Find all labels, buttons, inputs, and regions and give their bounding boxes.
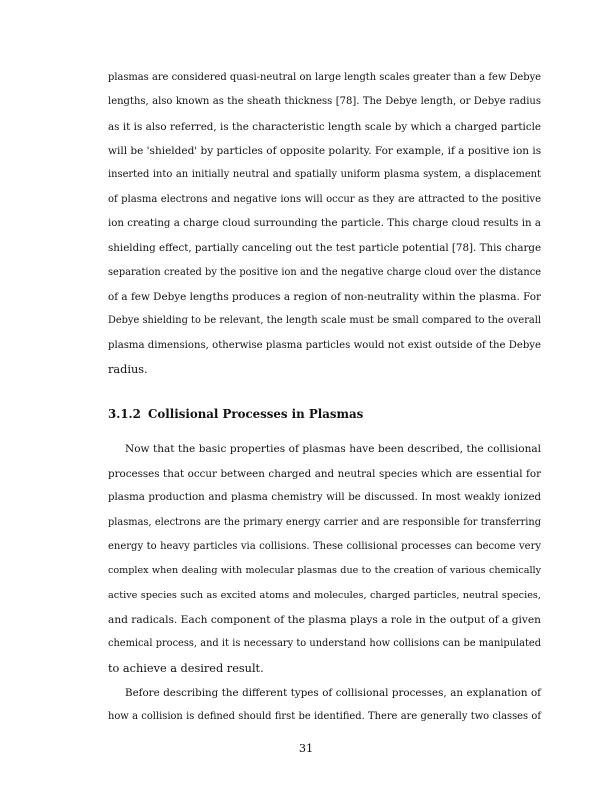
text-line: shielding effect, partially canceling out the test particle potential [78]. This charge	[108, 242, 542, 255]
text-line: complex when dealing with molecular plasmas due to the creation of various chemically	[108, 565, 541, 577]
text-line: plasma dimensions, otherwise plasma particles would not exist outside of the Debye	[108, 339, 541, 351]
text-line: Before describing the different types of collisional processes, an explanation of	[125, 686, 541, 699]
text-line: as it is also referred, is the characteristic length scale by which a charged particle	[108, 120, 541, 133]
text-line: radius.	[108, 363, 148, 377]
text-line: chemical process, and it is necessary to understand how collisions can be manipulated	[108, 638, 541, 650]
body-text	[108, 66, 541, 730]
text-line: of plasma electrons and negative ions will occur as they are attracted to the positive	[108, 193, 541, 205]
text-line: to achieve a desired result.	[108, 661, 264, 675]
text-line: plasmas, electrons are the primary energy carrier and are responsible for transferring	[108, 516, 541, 528]
text-line: of a few Debye lengths produces a region of non-neutrality within the plasma. For	[108, 291, 541, 304]
text-line: lengths, also known as the sheath thickness [78]. The Debye length, or Debye radius	[108, 96, 541, 108]
text-line: plasma production and plasma chemistry will be discussed. In most weakly ionized	[108, 492, 541, 504]
text-line: Now that the basic properties of plasmas have been described, the collisional	[125, 443, 541, 456]
page-number: 31	[298, 742, 314, 755]
text-line: and radicals. Each component of the plasma plays a role in the output of a given	[108, 613, 541, 626]
text-line: active species such as excited atoms and molecules, charged particles, neutral species,	[108, 589, 541, 601]
section-heading	[108, 402, 541, 426]
text-line: inserted into an initially neutral and spatially uniform plasma system, a displacement	[108, 169, 541, 181]
text-line: will be 'shielded' by particles of opposite polarity. For example, if a positive ion is	[108, 145, 542, 158]
text-line: processes that occur between charged and neutral species which are essential for	[108, 467, 541, 480]
section-number: 3.1.2	[108, 407, 141, 422]
text-line: how a collision is defined should first be identified. There are generally two classes of	[108, 711, 541, 723]
text-line: separation created by the positive ion and the negative charge cloud over the distance	[108, 266, 541, 278]
text-line: energy to heavy particles via collisions. These collisional processes can become very	[108, 540, 541, 552]
paragraph-debye	[108, 66, 541, 382]
text-line: plasmas are considered quasi-neutral on large length scales greater than a few Debye	[108, 72, 541, 83]
paragraph-collisional	[108, 437, 541, 680]
paragraph-collision-definition	[108, 681, 541, 730]
text-line: Debye shielding to be relevant, the length scale must be small compared to the overall	[108, 315, 541, 327]
text-line: ion creating a charge cloud surrounding the particle. This charge cloud results in a	[108, 218, 541, 230]
section-title: Collisional Processes in Plasmas	[148, 407, 364, 422]
